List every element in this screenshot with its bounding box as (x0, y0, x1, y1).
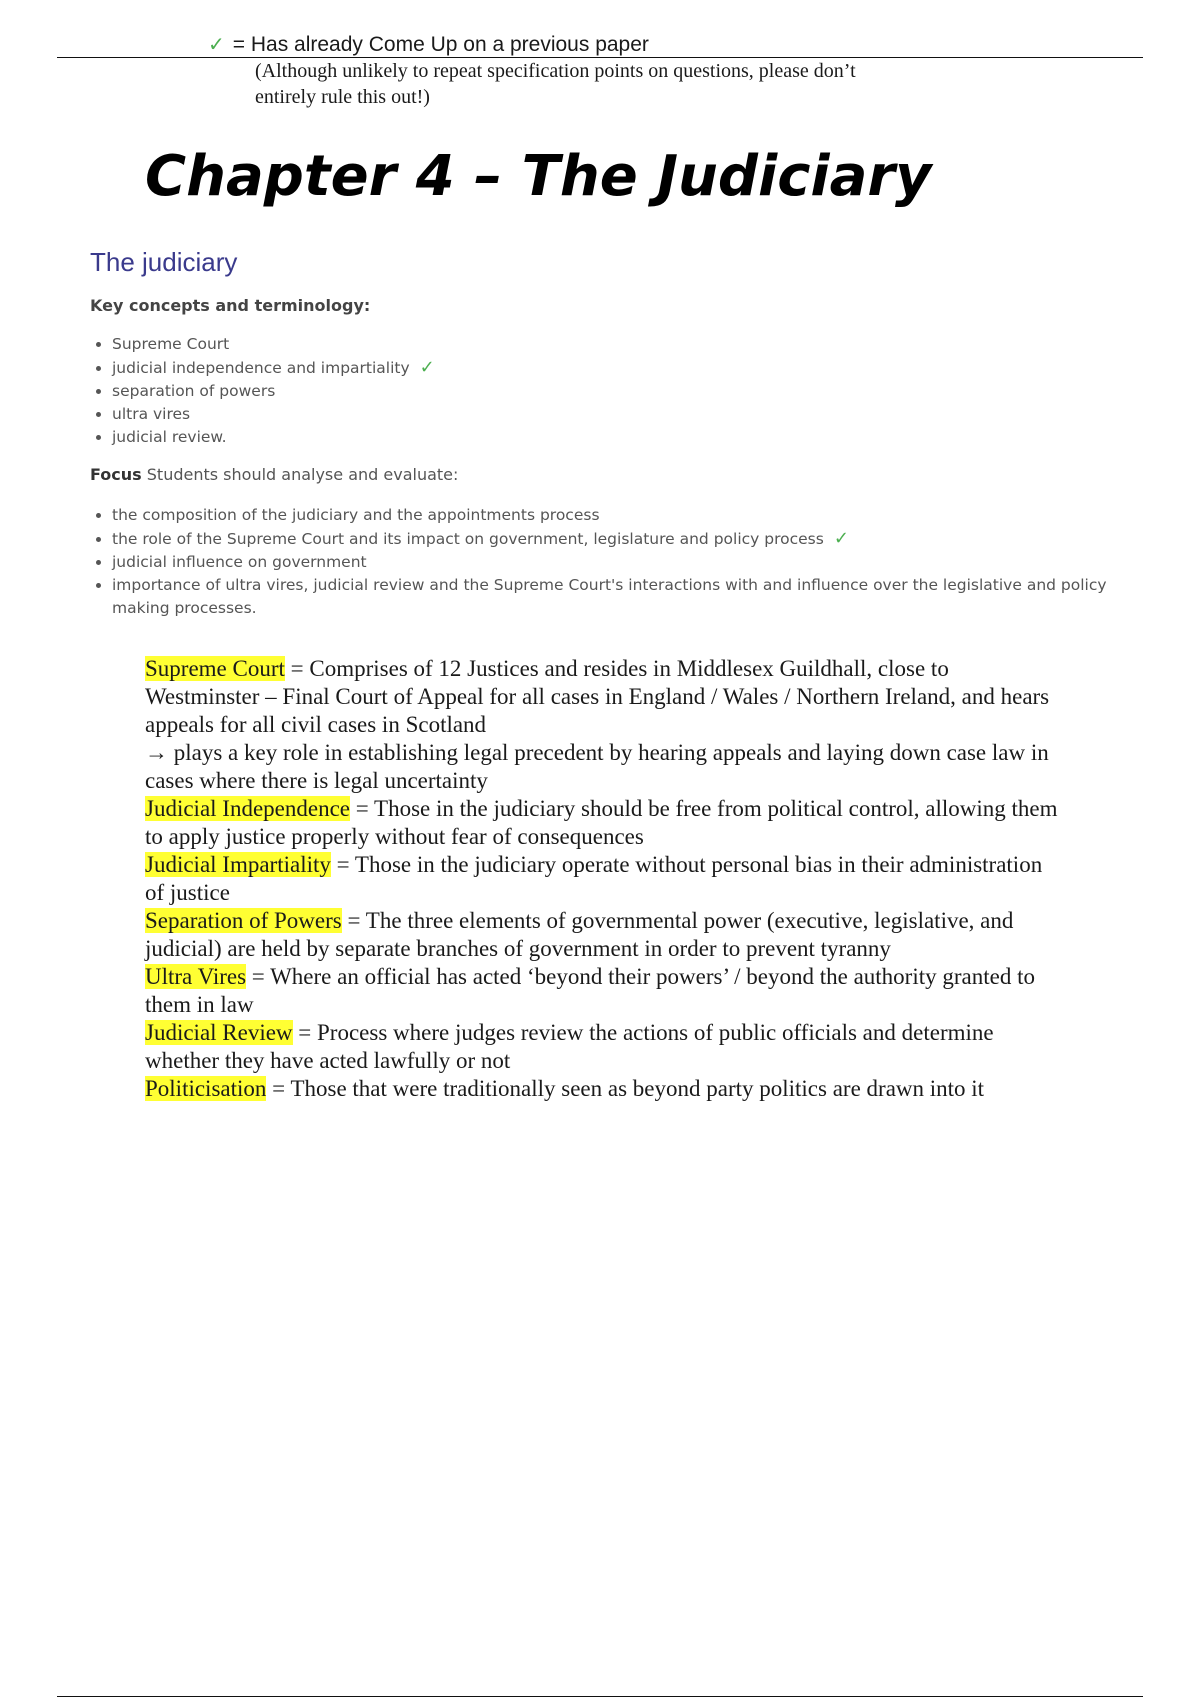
list-item (112, 504, 1120, 527)
definition-text: = Those that were traditionally seen as beyond party politics are drawn into it (266, 1076, 985, 1101)
definition-text: = The three elements of governmental power (executive, legislative, and judicial) are held by separate branches of government in order to prevent tyranny (145, 908, 1014, 961)
list-item (112, 333, 1120, 356)
checkmark-icon: ✓ (208, 32, 225, 56)
definition-text: = Those in the judiciary should be free from political control, allowing them to apply justice properly without fear of consequences (145, 796, 1058, 849)
key-concepts-list (90, 333, 1120, 449)
definition-judicial-impartiality (145, 851, 1065, 907)
highlighted-term: Ultra Vires (145, 964, 247, 989)
list-item-text: importance of ultra vires, judicial review and the Supreme Court's interactions with and influence over the legislative and policy making processes. (112, 576, 1107, 617)
list-item (112, 574, 1120, 620)
definition-separation-of-powers (145, 907, 1065, 963)
definition-text: = Where an official has acted ‘beyond their powers’ / beyond the authority granted to them in law (145, 964, 1035, 1017)
highlighted-term: Supreme Court (145, 656, 285, 681)
specification-box (90, 238, 1120, 620)
highlighted-term: Judicial Independence (145, 796, 350, 821)
list-item-text: the role of the Supreme Court and its impact on government, legislature and policy process (112, 530, 824, 548)
list-item-text: judicial review. (112, 428, 227, 446)
list-item (112, 426, 1120, 449)
definition-text: = Comprises of 12 Justices and resides in Middlesex Guildhall, close to Westminster – Final Court of Appeal for all cases in England / Wales / Northern Ireland, and hears appeals for all civil cases in Scotland (145, 656, 1050, 737)
list-item-text: separation of powers (112, 382, 276, 400)
focus-list (90, 504, 1120, 620)
list-item-text: judicial influence on government (112, 553, 367, 571)
definition-politicisation (145, 1075, 1065, 1103)
list-item (112, 403, 1120, 426)
definition-text: = Process where judges review the actions of public officials and determine whether they have acted lawfully or not (145, 1020, 994, 1073)
list-item (112, 356, 1120, 380)
definition-supreme-court (145, 655, 1065, 739)
focus-line (90, 465, 1120, 484)
legend-note: (Although unlikely to repeat specification points on questions, please don’t entirely rule this out!) (255, 60, 856, 108)
definition-text: = Those in the judiciary operate without personal bias in their administration of justice (145, 852, 1043, 905)
focus-intro: Students should analyse and evaluate: (146, 465, 459, 484)
definitions-section (145, 655, 1065, 1103)
highlighted-term: Judicial Review (145, 1020, 293, 1045)
definition-note: → plays a key role in establishing legal precedent by hearing appeals and laying down case law in cases where there is legal uncertainty (145, 740, 1049, 793)
list-item-text: ultra vires (112, 405, 191, 423)
list-item-text: judicial independence and impartiality (112, 359, 410, 377)
list-item (112, 527, 1120, 551)
checkmark-icon: ✓ (833, 528, 849, 549)
highlighted-term: Separation of Powers (145, 908, 342, 933)
definition-ultra-vires (145, 963, 1065, 1019)
highlighted-term: Judicial Impartiality (145, 852, 331, 877)
list-item-text: the composition of the judiciary and the appointments process (112, 506, 600, 524)
list-item (112, 551, 1120, 574)
list-item-text: Supreme Court (112, 335, 230, 353)
focus-label: Focus (90, 465, 142, 484)
legend-text: = Has already Come Up on a previous paper (232, 33, 649, 56)
footer-rule (57, 1696, 1143, 1697)
chapter-title: Chapter 4 – The Judiciary (145, 144, 932, 209)
definition-judicial-independence (145, 795, 1065, 851)
definition-judicial-review (145, 1019, 1065, 1075)
legend (208, 31, 649, 58)
key-concepts-label: Key concepts and terminology: (90, 296, 371, 315)
highlighted-term: Politicisation (145, 1076, 267, 1101)
list-item (112, 380, 1120, 403)
checkmark-icon: ✓ (419, 357, 435, 378)
section-heading: The judiciary (90, 247, 238, 277)
